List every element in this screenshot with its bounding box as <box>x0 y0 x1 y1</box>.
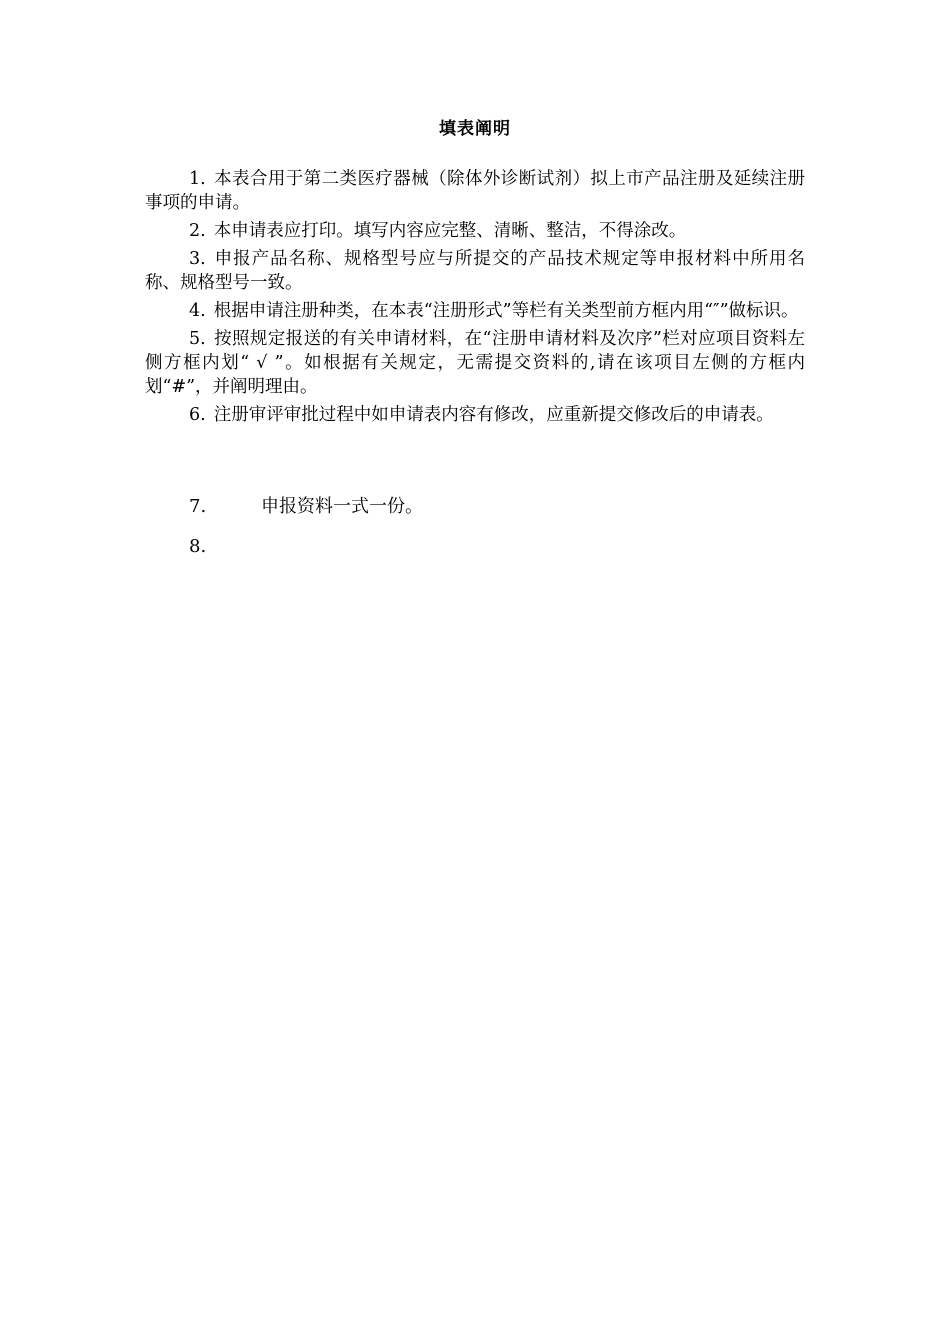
item-text: 本表合用于第二类医疗器械（除体外诊断试剂）拟上市产品注册及延续注册事项的申请。 <box>145 169 805 213</box>
instruction-item-3 <box>145 247 805 295</box>
item-number: 1. <box>189 169 206 189</box>
instruction-item-4 <box>145 299 805 323</box>
item-number: 2. <box>189 221 206 241</box>
instruction-item-8 <box>189 535 261 559</box>
page-title: 填表阐明 <box>439 119 511 139</box>
item-number: 8. <box>189 536 207 557</box>
item-text: 根据申请注册种类，在本表“注册形式”等栏有关类型前方框内用“″”做标识。 <box>213 301 799 321</box>
instruction-item-5 <box>145 327 805 399</box>
item-number: 5. <box>189 329 206 349</box>
item-text: 注册审评审批过程中如申请表内容有修改，应重新提交修改后的申请表。 <box>213 405 774 425</box>
instruction-item-6 <box>145 403 805 427</box>
item-number: 4. <box>189 301 206 321</box>
item-text: 按照规定报送的有关申请材料，在“注册申请材料及次序”栏对应项目资料左侧方框内划“ √ ”。如根据有关规定，无需提交资料的,请在该项目左侧的方框内划“#”，并阐明理由。 <box>145 329 805 397</box>
instruction-item-1 <box>145 167 805 215</box>
item-text: 申报产品名称、规格型号应与所提交的产品技术规定等申报材料中所用名称、规格型号一致。 <box>145 249 805 293</box>
instruction-item-7 <box>189 495 423 519</box>
instruction-item-2 <box>145 219 805 243</box>
item-text: 本申请表应打印。填写内容应完整、清晰、整洁，不得涂改。 <box>213 221 687 241</box>
item-number: 7. <box>189 496 207 517</box>
item-number: 6. <box>189 405 206 425</box>
item-number: 3. <box>189 249 206 269</box>
instructions-list <box>145 167 805 431</box>
item-text: 申报资料一式一份。 <box>261 496 423 517</box>
